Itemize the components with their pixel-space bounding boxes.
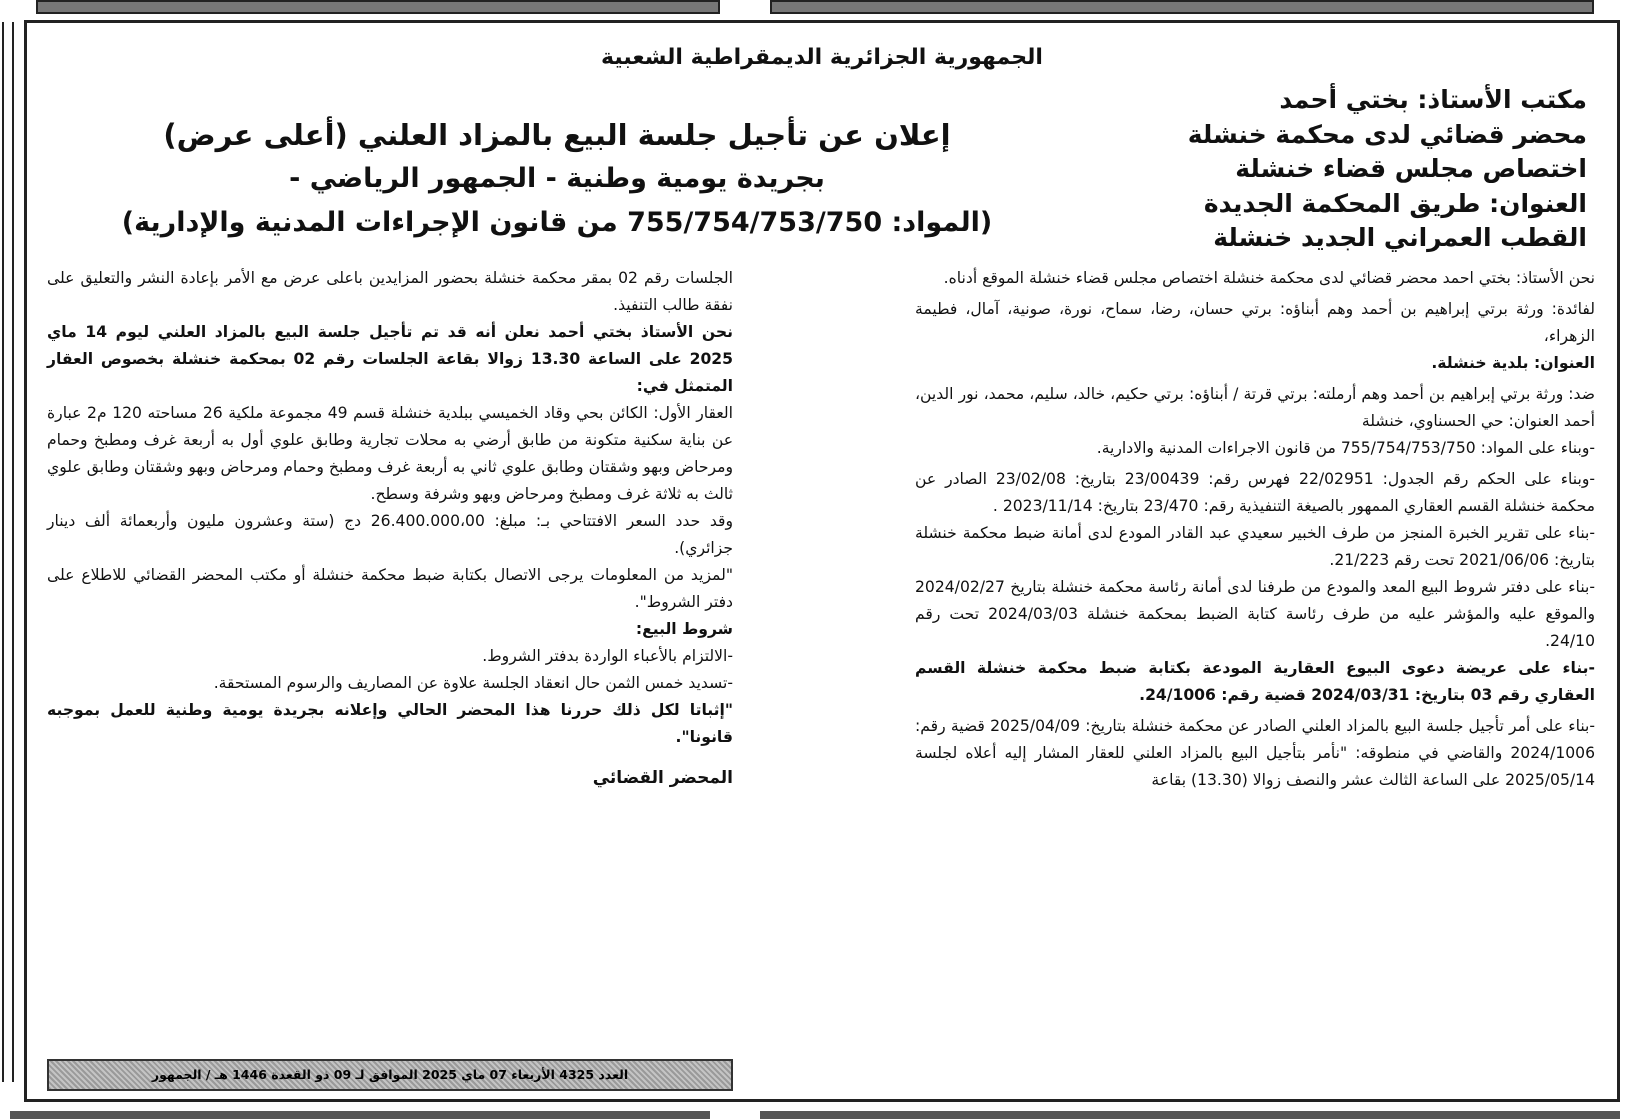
bottom-rule-left — [10, 1111, 710, 1119]
office-line: محضر قضائي لدى محكمة خنشلة — [1187, 119, 1587, 149]
paragraph: ضد: ورثة برتي إبراهيم بن أحمد وهم أرملته: برتي قرتة / أبناؤه: برتي حكيم، خالد، سليم، محمد، نور الدين، أحمد العنوان: حي الحسناوي، خنشلة — [915, 385, 1595, 430]
paragraph: -بناء على أمر تأجيل جلسة البيع بالمزاد العلني الصادر عن محكمة خنشلة بتاريخ: 2025/04/09 قضية رقم: 2024/1006 والقاضي في منطوقه: "نأمر بتأجيل البيع بالمزاد العلني للعقار المشار إليه أعلاه لجلسة 2025/05/14 على الساعة الثالث عشر والنصف زوالا (13.30) بقاعة — [915, 717, 1595, 789]
paragraph: -وبناء على المواد: 755/754/753/750 من قانون الاجراءات المدنية والادارية. — [1096, 439, 1595, 457]
paragraph: وقد حدد السعر الافتتاحي بـ: مبلغ: 26.400.000،00 دج (ستة وعشرون مليون وأربعمائة ألف دينار جزائري). — [47, 512, 734, 557]
paragraph: الجلسات رقم 02 بمقر محكمة خنشلة بحضور المزايدين باعلى عرض مع الأمر بإعادة النشر والتعليق على نفقة طالب التنفيذ. — [47, 269, 733, 314]
condition-item: -الالتزام بالأعباء الواردة بدفتر الشروط. — [482, 647, 733, 665]
headline-newspaper: بجريدة يومية وطنية - الجمهور الرياضي - — [289, 163, 825, 194]
office-line: العنوان: طريق المحكمة الجديدة — [1203, 188, 1587, 218]
signature-label: المحضر القضائي — [592, 768, 733, 788]
left-column — [47, 265, 733, 792]
paragraph: -بناء على تقرير الخبرة المنجز من طرف الخبير سعيدي عبد القادر المودع لدى أمانة ضبط محكمة خنشلة بتاريخ: 2021/06/06 تحت رقم 21/223. — [915, 524, 1595, 569]
conditions-title: شروط البيع: — [635, 620, 733, 638]
issue-footer-strip: العدد 4325 الأربعاء 07 ماي 2025 الموافق لـ 09 ذو القعدة 1446 هـ / الجمهور — [47, 1059, 733, 1091]
office-line: القطب العمراني الجديد خنشلة — [1213, 223, 1587, 252]
paragraph: -وبناء على الحكم رقم الجدول: 22/02951 فهرس رقم: 23/00439 بتاريخ: 23/02/08 الصادر عن محكمة خنشلة القسم العقاري الممهور بالصيغة التنفيذية رقم: 23/470 بتاريخ: 2023/11/14 . — [915, 470, 1595, 515]
announcement-frame — [24, 20, 1620, 1102]
headline-title: إعلان عن تأجيل جلسة البيع بالمزاد العلني (أعلى عرض) — [163, 118, 951, 152]
office-line: اختصاص مجلس قضاء خنشلة — [1235, 154, 1587, 183]
headline-articles: (المواد: 755/754/753/750 من قانون الإجراءات المدنية والإدارية) — [121, 207, 993, 238]
top-rule-left — [36, 0, 720, 14]
paragraph: "إثباتا لكل ذلك حررنا هذا المحضر الحالي وإعلانه بجريدة يومية وطنية للعمل بموجبه قانونا". — [47, 701, 733, 746]
paragraph: -بناء على عريضة دعوى البيوع العقارية المودعة بكتابة ضبط محكمة خنشلة القسم العقاري رقم 03 بتاريخ: 2024/03/31 قضية رقم: 24/1006. — [915, 659, 1595, 704]
paragraph: "لمزيد من المعلومات يرجى الاتصال بكتابة ضبط محكمة خنشلة أو مكتب المحضر القضائي للاطلاع على دفتر الشروط". — [47, 566, 733, 611]
paragraph: -بناء على دفتر شروط البيع المعد والمودع من طرفنا لدى أمانة رئاسة محكمة خنشلة بتاريخ 2024/02/27 والموقع عليه والمؤشر عليه من طرف رئاسة كتابة الضبط بمحكمة خنشلة 2024/03/03 تحت رقم 24/10. — [915, 578, 1595, 650]
republic-header: الجمهورية الجزائرية الديمقراطية الشعبية — [601, 45, 1043, 70]
paragraph: العنوان: بلدية خنشلة. — [1431, 354, 1595, 372]
paragraph: نحن الأستاذ: بختي احمد محضر قضائي لدى محكمة خنشلة اختصاص مجلس قضاء خنشلة الموقع أدناه. — [943, 269, 1595, 287]
office-line: مكتب الأستاذ: بختي أحمد — [1279, 85, 1587, 114]
announcement-headline — [67, 115, 1047, 243]
bottom-rule-right — [760, 1111, 1620, 1119]
paragraph: العقار الأول: الكائن بحي وقاد الخميسي ببلدية خنشلة قسم 49 مجموعة ملكية 26 مساحته 120 م2 عبارة عن بناية سكنية متكونة من طابق أرضي به محلات تجارية وطابق علوي أول به أربعة غرف ومطبخ وحمام ومرحاض وبهو وشقتان وطابق علوي ثاني به أربعة غرف ومطبخ وحمام ومرحاض وبهو وشقتان وطابق علوي ثالث به ثلاثة غرف ومطبخ ومرحاض وبهو وشرفة وسطح. — [47, 404, 734, 503]
paragraph: نحن الأستاذ بختي أحمد نعلن أنه قد تم تأجيل جلسة البيع بالمزاد العلني ليوم 14 ماي 2025 على الساعة 13.30 زوالا بقاعة الجلسات رقم 02 بمحكمة خنشلة بخصوص العقار المتمثل في: — [47, 323, 733, 395]
bailiff-office-block — [1127, 83, 1587, 256]
paragraph: لفائدة: ورثة برتي إبراهيم بن أحمد وهم أبناؤه: برتي حسان، رضا، سماح، نورة، صونية، آمال، فطيمة الزهراء، — [915, 300, 1595, 345]
top-rule-right — [770, 0, 1594, 14]
left-margin-rule — [2, 22, 14, 1082]
condition-item: -تسديد خمس الثمن حال انعقاد الجلسة علاوة عن المصاريف والرسوم المستحقة. — [213, 674, 733, 692]
right-column — [915, 265, 1595, 794]
